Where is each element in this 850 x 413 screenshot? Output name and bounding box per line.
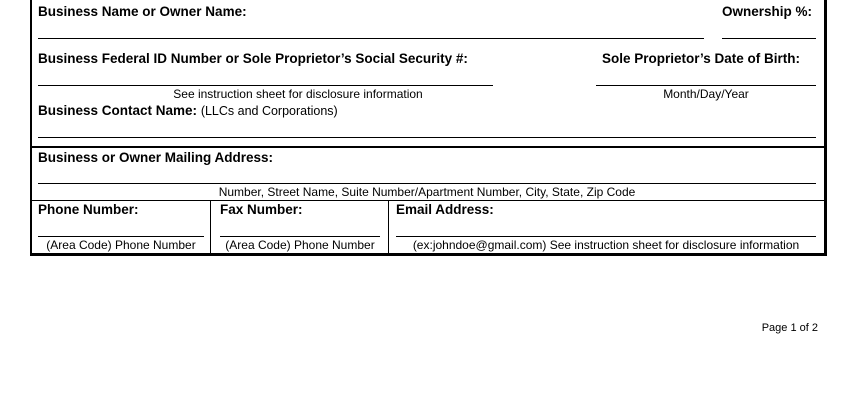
contact-label-text: Business Contact Name:: [38, 103, 198, 118]
fax-label: Fax Number:: [220, 202, 303, 217]
email-field[interactable]: [396, 236, 816, 237]
fax-caption: (Area Code) Phone Number: [225, 238, 375, 252]
column-divider: [210, 200, 211, 256]
contact-name-field[interactable]: [38, 137, 816, 138]
federal-id-caption: See instruction sheet for disclosure information: [173, 87, 423, 101]
business-name-field[interactable]: [38, 38, 704, 39]
federal-id-field[interactable]: [38, 85, 493, 86]
federal-id-label: Business Federal ID Number or Sole Proprietor’s Social Security #:: [38, 51, 468, 66]
dob-field[interactable]: [596, 85, 816, 86]
section-divider: [30, 146, 827, 148]
business-name-label: Business Name or Owner Name:: [38, 4, 247, 19]
email-label: Email Address:: [396, 202, 494, 217]
ownership-field[interactable]: [722, 38, 816, 39]
contact-label: [38, 103, 338, 119]
dob-caption: Month/Day/Year: [663, 87, 749, 101]
page-number: Page 1 of 2: [761, 322, 818, 334]
mailing-address-field[interactable]: [38, 183, 816, 184]
section-divider: [30, 200, 827, 201]
contact-note: (LLCs and Corporations): [200, 104, 338, 118]
fax-field[interactable]: [220, 236, 380, 237]
phone-label: Phone Number:: [38, 202, 139, 217]
mailing-caption: Number, Street Name, Suite Number/Apartment Number, City, State, Zip Code: [218, 185, 636, 199]
phone-caption: (Area Code) Phone Number: [46, 238, 196, 252]
phone-field[interactable]: [38, 236, 204, 237]
email-caption: (ex:johndoe@gmail.com) See instruction sheet for disclosure information: [412, 238, 800, 252]
ownership-label: Ownership %:: [722, 4, 813, 19]
mailing-label: Business or Owner Mailing Address:: [38, 150, 274, 165]
dob-label: Sole Proprietor’s Date of Birth:: [602, 51, 801, 66]
column-divider: [388, 200, 389, 256]
